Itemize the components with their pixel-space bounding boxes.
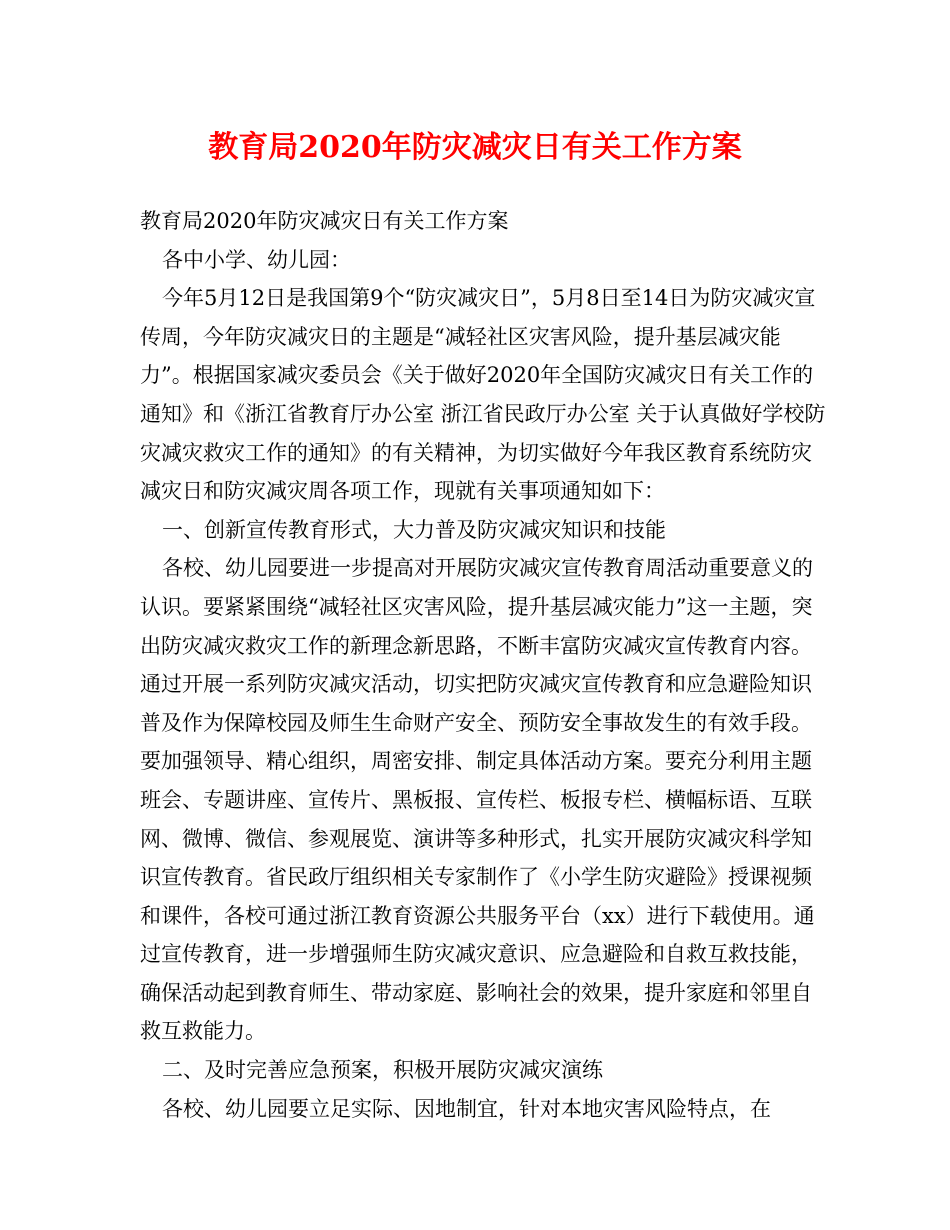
paragraph-salutation: 各中小学、幼儿园： — [162, 247, 351, 272]
document-title: 教育局2020年防灾减灾日有关工作方案 — [208, 130, 742, 165]
section-heading-2: 二、及时完善应急预案，积极开展防灾减灾演练 — [162, 1058, 603, 1083]
paragraph-section-1: 各校、幼儿园要进一步提高对开展防灾减灾宣传教育周活动重要意义的认识。要紧紧围绕“减轻社区灾害风险，提升基层减灾能力”这一主题，突出防灾减灾救灾工作的新理念新思路，不断丰富防灾减灾宣传教育内容。通过开展一系列防灾减灾活动，切实把防灾减灾宣传教育和应急避险知识普及作为保障校园及师生生命财产安全、预防安全事故发生的有效手段。要加强领导、精心组织，周密安排、制定具体活动方案。要充分利用主题班会、专题讲座、宣传片、黑板报、宣传栏、板报专栏、横幅标语、互联网、微博、微信、参观展览、演讲等多种形式，扎实开展防灾减灾科学知识宣传教育。省民政厅组织相关专家制作了《小学生防灾避险》授课视频和课件，各校可通过浙江教育资源公共服务平台（xx）进行下载使用。通过宣传教育，进一步增强师生防灾减灾意识、应急避险和自救互救技能，确保活动起到教育师生、带动家庭、影响社会的效果，提升家庭和邻里自救互救能力。 — [140, 556, 815, 1044]
document-body — [140, 202, 830, 1128]
paragraph-section-2: 各校、幼儿园要立足实际、因地制宜，针对本地灾害风险特点，在 — [162, 1096, 771, 1121]
paragraph-intro: 今年5月12日是我国第9个“防灾减灾日”，5月8日至14日为防灾减灾宣传周，今年防灾减灾日的主题是“减轻社区灾害风险，提升基层减灾能力”。根据国家减灾委员会《关于做好2020年全国防灾减灾日有关工作的通知》和《浙江省教育厅办公室 浙江省民政厅办公室 关于认真做好学校防灾减灾救灾工作的通知》的有关精神，为切实做好今年我区教育系统防灾减灾日和防灾减灾周各项工作，现就有关事项通知如下： — [140, 286, 826, 504]
section-heading-1: 一、创新宣传教育形式，大力普及防灾减灾知识和技能 — [162, 517, 666, 542]
paragraph-repeat-title: 教育局2020年防灾减灾日有关工作方案 — [140, 209, 509, 233]
